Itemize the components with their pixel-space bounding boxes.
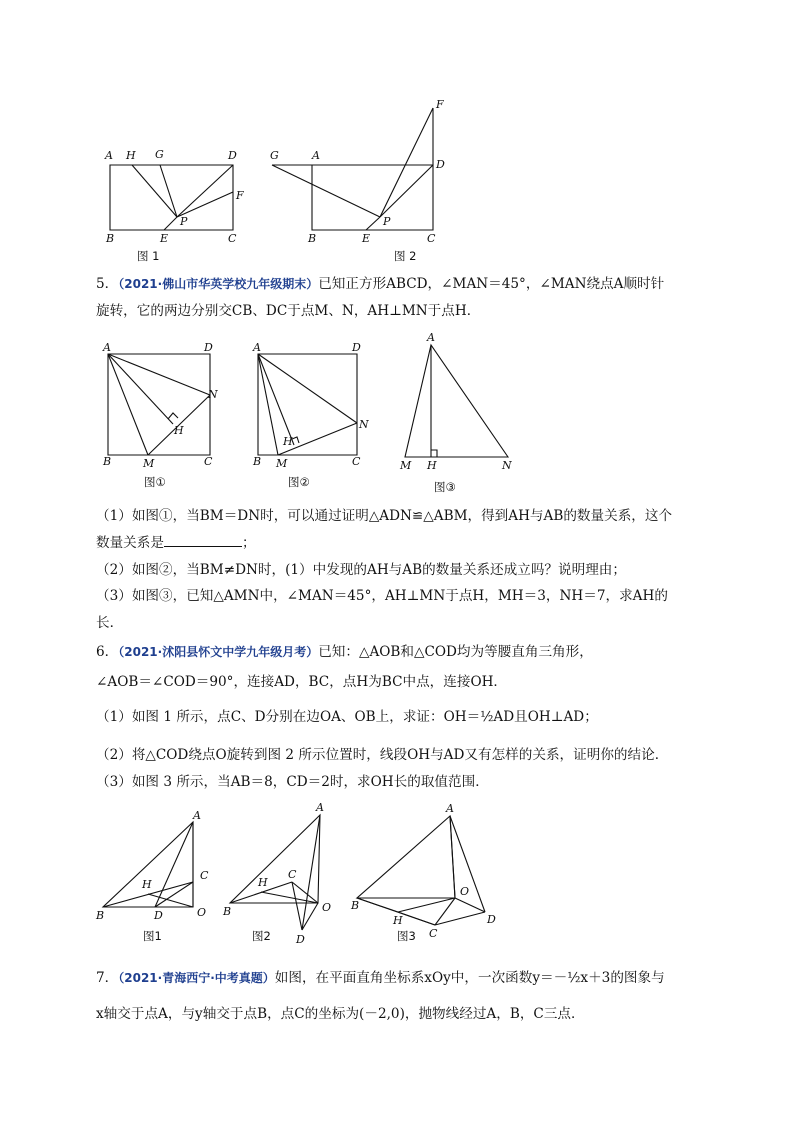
p5f2-label-n: N <box>359 418 369 431</box>
p4f2-caption: 图 2 <box>394 249 417 263</box>
p6-source: （2021·沭阳县怀文中学九年级月考） <box>118 645 319 659</box>
p6f1-label-c: C <box>200 869 209 882</box>
p5f2-label-a: A <box>253 341 261 354</box>
p5f2-label-b: B <box>253 455 262 468</box>
p4f1-label-h: H <box>126 149 136 162</box>
p6f2-label-o: O <box>322 901 332 914</box>
p5f3-label-m: M <box>400 459 412 472</box>
p4f1-label-e: E <box>160 232 169 245</box>
p5f1-label-c: C <box>204 455 213 468</box>
p6f2-label-h: H <box>258 876 268 889</box>
p4f2-label-a: A <box>312 149 320 162</box>
p4f1-caption: 图 1 <box>137 249 160 263</box>
p5-q3-line-2: 长． <box>96 615 124 631</box>
p5f3-label-h: H <box>427 459 437 472</box>
p4f1-label-a: A <box>105 149 113 162</box>
p7-stem-line-1: 7．（2021·青海西宁·中考真题）如图，在平面直角坐标系xOy中，一次函数y＝－½x＋3的图象与 <box>96 970 665 986</box>
p6f2-label-a: A <box>316 801 324 814</box>
p5f2-label-c: C <box>352 455 361 468</box>
p6f2-label-d: D <box>296 933 305 946</box>
p6f1-label-a: A <box>193 809 201 822</box>
p5-q3-line-1: （3）如图③，已知△AMN中，∠MAN＝45°，AH⊥MN于点H，MH＝3，NH＝7，求AH的 <box>96 588 668 604</box>
p5f3-caption: 图③ <box>434 480 456 494</box>
p6f2-caption: 图2 <box>252 929 271 943</box>
p6-q3: （3）如图 3 所示，当AB＝8，CD＝2时，求OH长的取值范围． <box>96 774 489 790</box>
p5-source: （2021·佛山市华英学校九年级期末） <box>118 277 319 291</box>
p5f1-label-d: D <box>204 341 213 354</box>
p5f2-label-m: M <box>276 457 288 470</box>
p6f1-caption: 图1 <box>143 929 162 943</box>
p5f2-label-d: D <box>352 341 361 354</box>
p7-source: （2021·青海西宁·中考真题） <box>118 971 275 985</box>
p4f1-label-p: P <box>180 215 188 228</box>
p4f2-label-e: E <box>362 232 371 245</box>
p6-stem-line-2: ∠AOB＝∠COD＝90°，连接AD，BC，点H为BC中点，连接OH． <box>96 674 508 690</box>
p5f1-label-h: H <box>174 424 184 437</box>
p4f1-label-f: F <box>236 189 244 202</box>
p6-q1: （1）如图 1 所示，点C、D分别在边OA、OB上，求证：OH＝½AD且OH⊥AD； <box>96 709 598 725</box>
p4f1-label-g: G <box>155 148 164 161</box>
p5-q1-line-1: （1）如图①，当BM＝DN时，可以通过证明△ADN≌△ABM，得到AH与AB的数量关系，这个 <box>96 508 673 524</box>
p5-q2: （2）如图②，当BM≠DN时，(1）中发现的AH与AB的数量关系还成立吗？说明理由； <box>96 562 626 578</box>
p6f3-label-c: C <box>429 927 438 940</box>
p5f2-caption: 图② <box>288 475 310 489</box>
p5-stem-line-1: 5．（2021·佛山市华英学校九年级期末）已知正方形ABCD，∠MAN＝45°，∠MAN绕点A顺时针 <box>96 276 665 292</box>
p4f2-label-d: D <box>436 158 445 171</box>
p5f1-label-n: N <box>208 388 218 401</box>
p6f1-label-b: B <box>96 909 105 922</box>
p4f2-label-p: P <box>383 215 391 228</box>
p6f3-label-d: D <box>487 913 496 926</box>
p6-stem-line-1: 6．（2021·沭阳县怀文中学九年级月考）已知：△AOB和△COD均为等腰直角三角形， <box>96 644 593 660</box>
p5f1-caption: 图① <box>144 475 166 489</box>
p7-stem-line-2: x轴交于点A，与y轴交于点B，点C的坐标为(－2,0)，抛物线经过A，B，C三点． <box>96 1006 585 1022</box>
p5f3-label-a: A <box>427 331 435 344</box>
p4f2-label-f: F <box>436 98 444 111</box>
p5-stem-line-2: 旋转，它的两边分别交CB、DC于点M、N，AH⊥MN于点H． <box>96 303 481 319</box>
p6f3-caption: 图3 <box>397 929 416 943</box>
p6f1-label-o: O <box>197 906 207 919</box>
p4f2-label-b: B <box>308 232 317 245</box>
p5f2-label-h: H <box>283 435 293 448</box>
p6f1-label-d: D <box>154 909 163 922</box>
p6f2-label-c: C <box>288 868 297 881</box>
p5f1-label-b: B <box>103 455 112 468</box>
p4f1-label-b: B <box>106 232 115 245</box>
p6f3-label-b: B <box>351 899 360 912</box>
p5f3-label-n: N <box>502 459 512 472</box>
p4f1-label-c: C <box>228 232 237 245</box>
p4f2-label-c: C <box>427 232 436 245</box>
p6f2-label-b: B <box>223 905 232 918</box>
p4f1-label-d: D <box>228 149 237 162</box>
p5-q1-line-2: 数量关系是 ； <box>96 535 256 551</box>
p5f1-label-a: A <box>103 341 111 354</box>
p4f2-label-g: G <box>270 149 279 162</box>
p6f1-label-h: H <box>142 878 152 891</box>
p6f3-label-o: O <box>460 885 470 898</box>
p6-q2: （2）将△COD绕点O旋转到图 2 所示位置时，线段OH与AD又有怎样的关系，证明你的结论． <box>96 747 669 763</box>
p6f3-label-a: A <box>446 802 454 815</box>
p6f3-label-h: H <box>393 914 403 927</box>
p5f1-label-m: M <box>143 457 155 470</box>
